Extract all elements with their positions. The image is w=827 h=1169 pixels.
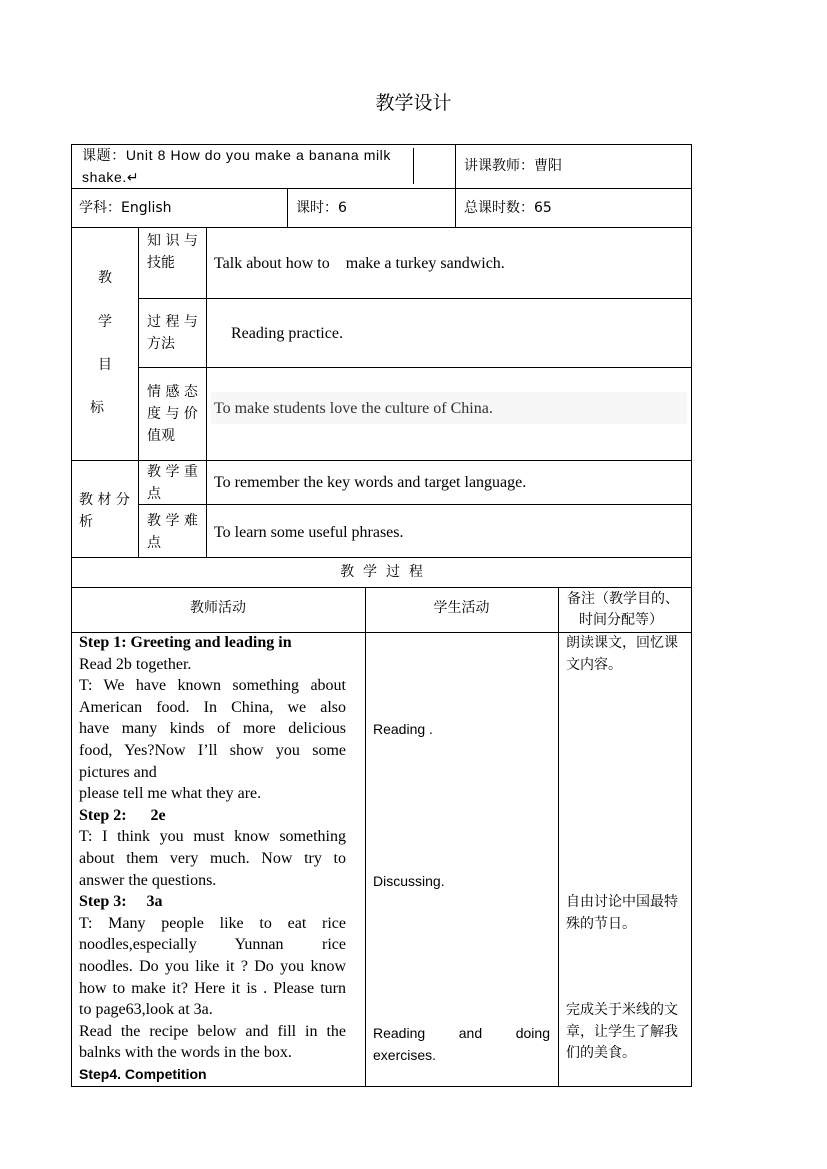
analysis-content-difficult: To learn some useful phrases. bbox=[214, 524, 404, 541]
objectives-group-label-4: 标 bbox=[90, 400, 104, 416]
activity-line: T: I think you must know something bbox=[79, 828, 346, 846]
note-1: 朗读课文，回忆课 文内容。 bbox=[566, 635, 678, 673]
note-3: 完成关于米线的文 章，让学生了解我 们的美食。 bbox=[566, 1002, 678, 1062]
col-divider bbox=[206, 227, 207, 557]
activity-line: T: Many people like to eat rice bbox=[79, 914, 346, 932]
step-heading: Step 1: Greeting and leading in bbox=[79, 634, 292, 651]
subject: 学科：English bbox=[79, 200, 172, 216]
objectives-group-label-2: 学 bbox=[98, 314, 112, 330]
objective-content-emotion: To make students love the culture of China. bbox=[214, 400, 493, 417]
lesson-label: 课题： bbox=[82, 148, 126, 164]
activity-line: Read the recipe below and fill in the bbox=[79, 1022, 346, 1040]
col-divider bbox=[138, 227, 139, 557]
process-title: 教 学 过 程 bbox=[340, 564, 423, 580]
activity-line: answer the questions. bbox=[79, 871, 217, 889]
activity-line: American food. In China, we also bbox=[79, 698, 346, 716]
activity-line: about them very much. Now try to bbox=[79, 849, 346, 867]
objectives-group-label-1: 教 bbox=[98, 270, 112, 286]
activity-line: balnks with the words in the box. bbox=[79, 1044, 292, 1062]
col-divider bbox=[287, 188, 288, 227]
activity-line: noodles,especially Yunnan rice bbox=[79, 936, 346, 954]
analysis-group-label: 教 材 分 析 bbox=[79, 492, 130, 530]
row-divider bbox=[138, 504, 692, 505]
analysis-label-key: 教 学 重 点 bbox=[147, 464, 198, 502]
col-header-teacher: 教师活动 bbox=[190, 600, 246, 616]
lesson-title-line1: Unit 8 How do you make a banana milk bbox=[125, 147, 391, 163]
row-divider bbox=[71, 557, 692, 558]
objective-label-knowledge: 知 识 与 技能 bbox=[147, 233, 198, 271]
row-divider bbox=[71, 587, 692, 588]
student-reading-doing: Reading and doing exercises. bbox=[373, 1025, 550, 1063]
activity-line: how to make it? Here it is . Please turn bbox=[79, 979, 346, 997]
col-divider bbox=[365, 587, 366, 1087]
step-heading: Step4. Competition bbox=[79, 1065, 207, 1082]
row-divider bbox=[71, 227, 692, 228]
note-2: 自由讨论中国最特 殊的节日。 bbox=[566, 894, 678, 932]
row-divider bbox=[138, 367, 692, 368]
lesson-title-cell bbox=[82, 145, 412, 188]
document-title: 教学设计 bbox=[375, 92, 452, 114]
col-header-notes: 备注（教学目的、 时间分配等） bbox=[567, 591, 679, 628]
teacher-name: 讲课教师：曹阳 bbox=[464, 158, 562, 174]
step-heading: Step 2: 2e bbox=[79, 806, 166, 824]
activity-line: have many kinds of more delicious bbox=[79, 720, 346, 738]
activity-line: noodles. Do you like it ? Do you know bbox=[79, 957, 346, 975]
analysis-content-key: To remember the key words and target language. bbox=[214, 474, 527, 491]
col-header-student: 学生活动 bbox=[433, 600, 490, 616]
step-heading: Step 3: 3a bbox=[79, 893, 163, 911]
col-divider bbox=[558, 587, 559, 1087]
student-discussing: Discussing. bbox=[373, 873, 445, 889]
col-divider bbox=[455, 144, 456, 227]
objective-label-process: 过 程 与 方法 bbox=[147, 314, 198, 352]
activity-line: to page63,look at 3a. bbox=[79, 1001, 213, 1019]
col-divider bbox=[413, 148, 414, 184]
objective-label-emotion: 情 感 态 度 与 价 值观 bbox=[147, 384, 198, 444]
analysis-label-difficult: 教 学 难 点 bbox=[147, 513, 198, 551]
row-divider bbox=[71, 188, 692, 189]
row-divider bbox=[138, 298, 692, 299]
objective-content-process: Reading practice. bbox=[231, 325, 343, 342]
objective-content-knowledge: Talk about how to make a turkey sandwich. bbox=[214, 255, 505, 272]
student-reading: Reading . bbox=[373, 721, 433, 737]
teacher-activity bbox=[79, 632, 346, 1085]
activity-line: Read 2b together. bbox=[79, 655, 192, 673]
activity-line: please tell me what they are. bbox=[79, 785, 262, 803]
objectives-group-label-3: 目 bbox=[98, 357, 112, 373]
period: 课时：6 bbox=[296, 200, 347, 216]
activity-line: pictures and bbox=[79, 763, 157, 781]
activity-line: food, Yes?Now I’ll show you some bbox=[79, 741, 346, 759]
total-periods: 总课时数：65 bbox=[464, 200, 552, 216]
activity-line: T: We have known something about bbox=[79, 677, 346, 695]
lesson-title-line2: shake.↵ bbox=[82, 169, 140, 185]
